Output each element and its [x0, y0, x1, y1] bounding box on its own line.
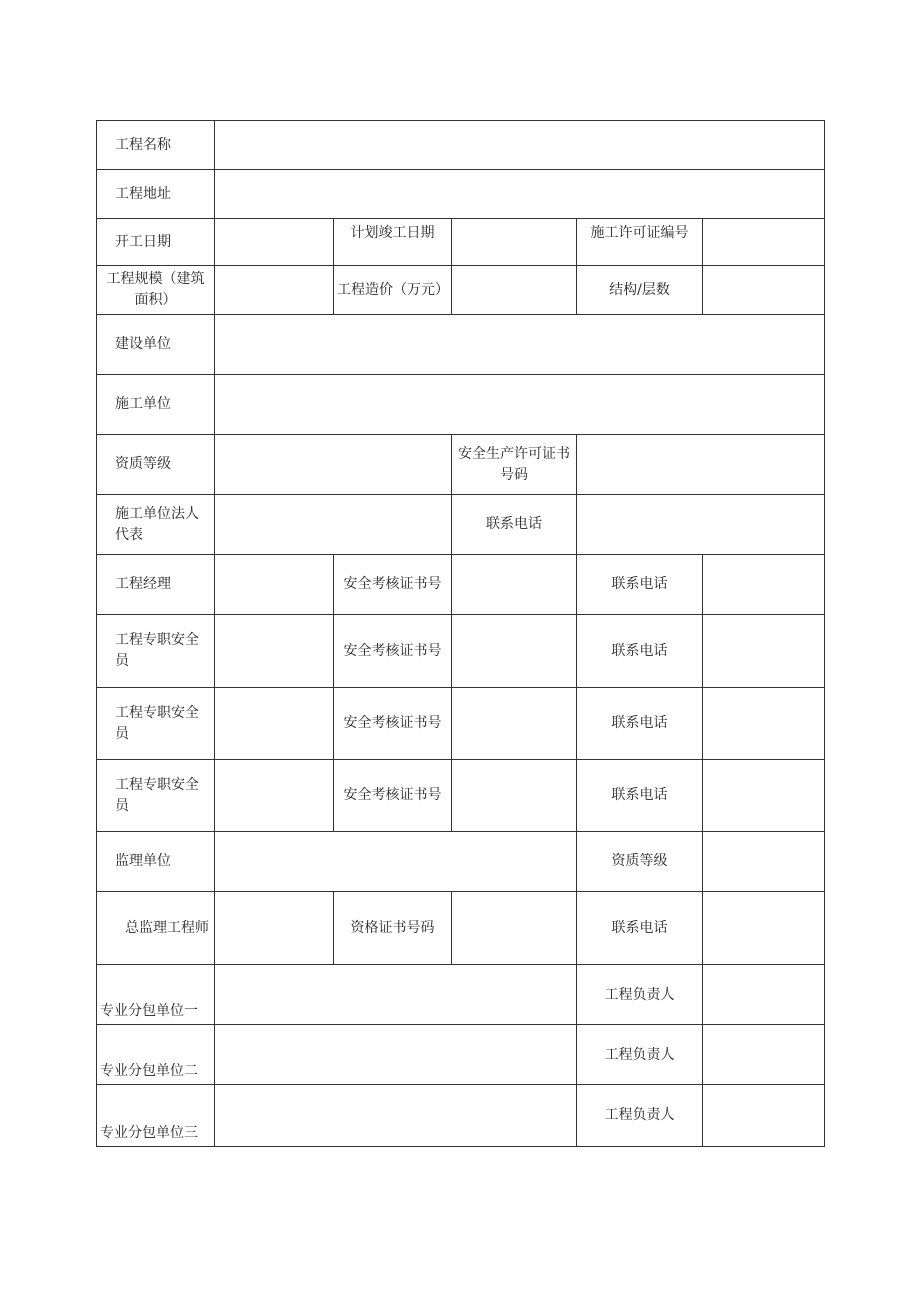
label-subcontractor-3: 专业分包单位三	[97, 1085, 215, 1147]
field-subcontractor-2[interactable]	[215, 1025, 577, 1085]
field-supervision-unit[interactable]	[215, 832, 577, 892]
label-safety-license-no: 安全生产许可证书号码	[452, 435, 577, 495]
field-qualification-grade[interactable]	[215, 435, 452, 495]
field-cs-phone[interactable]	[703, 892, 825, 965]
field-so2-cert-no[interactable]	[452, 688, 577, 760]
label-sub1-lead: 工程负责人	[577, 965, 703, 1025]
row-project-name	[97, 121, 825, 170]
label-construction-permit-no: 施工许可证编号	[577, 219, 703, 266]
field-safety-license-no[interactable]	[577, 435, 825, 495]
field-chief-supervisor[interactable]	[215, 892, 334, 965]
field-project-cost[interactable]	[452, 266, 577, 315]
row-legal-rep	[97, 495, 825, 555]
row-project-address	[97, 170, 825, 219]
field-structure-floors[interactable]	[703, 266, 825, 315]
label-supervision-unit: 监理单位	[97, 832, 215, 892]
label-structure-floors: 结构/层数	[577, 266, 703, 315]
label-project-address: 工程地址	[97, 170, 215, 219]
field-project-address[interactable]	[215, 170, 825, 219]
label-subcontractor-2: 专业分包单位二	[97, 1025, 215, 1085]
label-safety-officer-2: 工程专职安全员	[97, 688, 215, 760]
label-so2-cert-no: 安全考核证书号	[334, 688, 452, 760]
label-safety-officer-3: 工程专职安全员	[97, 760, 215, 832]
row-safety-officer-3	[97, 760, 825, 832]
label-cs-phone: 联系电话	[577, 892, 703, 965]
row-dates	[97, 219, 825, 266]
field-construction-unit[interactable]	[215, 315, 825, 375]
label-project-manager: 工程经理	[97, 555, 215, 615]
label-so2-phone: 联系电话	[577, 688, 703, 760]
label-sub2-lead: 工程负责人	[577, 1025, 703, 1085]
label-so1-cert-no: 安全考核证书号	[334, 615, 452, 688]
row-subcontractor-2	[97, 1025, 825, 1085]
row-chief-supervisor	[97, 892, 825, 965]
field-legal-representative[interactable]	[215, 495, 452, 555]
label-pm-phone: 联系电话	[577, 555, 703, 615]
field-legal-rep-phone[interactable]	[577, 495, 825, 555]
field-project-scale[interactable]	[215, 266, 334, 315]
label-supervision-grade: 资质等级	[577, 832, 703, 892]
field-sub2-lead[interactable]	[703, 1025, 825, 1085]
field-so3-cert-no[interactable]	[452, 760, 577, 832]
label-start-date: 开工日期	[97, 219, 215, 266]
row-project-manager	[97, 555, 825, 615]
field-project-manager[interactable]	[215, 555, 334, 615]
label-so3-cert-no: 安全考核证书号	[334, 760, 452, 832]
field-contractor-unit[interactable]	[215, 375, 825, 435]
label-project-cost: 工程造价（万元）	[334, 266, 452, 315]
field-safety-officer-1[interactable]	[215, 615, 334, 688]
label-safety-officer-1: 工程专职安全员	[97, 615, 215, 688]
field-sub1-lead[interactable]	[703, 965, 825, 1025]
label-legal-rep-phone: 联系电话	[452, 495, 577, 555]
row-subcontractor-1	[97, 965, 825, 1025]
row-qualification	[97, 435, 825, 495]
row-contractor-unit	[97, 375, 825, 435]
row-subcontractor-3	[97, 1085, 825, 1147]
label-qualification-grade: 资质等级	[97, 435, 215, 495]
label-legal-representative: 施工单位法人代表	[97, 495, 215, 555]
field-planned-completion[interactable]	[452, 219, 577, 266]
field-so1-phone[interactable]	[703, 615, 825, 688]
field-supervision-grade[interactable]	[703, 832, 825, 892]
row-safety-officer-2	[97, 688, 825, 760]
label-planned-completion: 计划竣工日期	[334, 219, 452, 266]
field-pm-cert-no[interactable]	[452, 555, 577, 615]
field-project-name[interactable]	[215, 121, 825, 170]
row-scale	[97, 266, 825, 315]
field-cs-cert-no[interactable]	[452, 892, 577, 965]
label-construction-unit: 建设单位	[97, 315, 215, 375]
field-construction-permit-no[interactable]	[703, 219, 825, 266]
label-sub3-lead: 工程负责人	[577, 1085, 703, 1147]
label-subcontractor-1: 专业分包单位一	[97, 965, 215, 1025]
row-construction-unit	[97, 315, 825, 375]
field-pm-phone[interactable]	[703, 555, 825, 615]
field-safety-officer-2[interactable]	[215, 688, 334, 760]
label-pm-cert-no: 安全考核证书号	[334, 555, 452, 615]
label-so3-phone: 联系电话	[577, 760, 703, 832]
field-subcontractor-3[interactable]	[215, 1085, 577, 1147]
label-chief-supervisor: 总监理工程师	[97, 892, 215, 965]
field-so1-cert-no[interactable]	[452, 615, 577, 688]
row-safety-officer-1	[97, 615, 825, 688]
label-so1-phone: 联系电话	[577, 615, 703, 688]
field-subcontractor-1[interactable]	[215, 965, 577, 1025]
label-project-name: 工程名称	[97, 121, 215, 170]
field-safety-officer-3[interactable]	[215, 760, 334, 832]
label-cs-cert-no: 资格证书号码	[334, 892, 452, 965]
row-supervision-unit	[97, 832, 825, 892]
field-so2-phone[interactable]	[703, 688, 825, 760]
label-project-scale: 工程规模（建筑面积）	[97, 266, 215, 315]
field-so3-phone[interactable]	[703, 760, 825, 832]
field-start-date[interactable]	[215, 219, 334, 266]
field-sub3-lead[interactable]	[703, 1085, 825, 1147]
project-registration-form	[96, 120, 825, 1147]
label-contractor-unit: 施工单位	[97, 375, 215, 435]
